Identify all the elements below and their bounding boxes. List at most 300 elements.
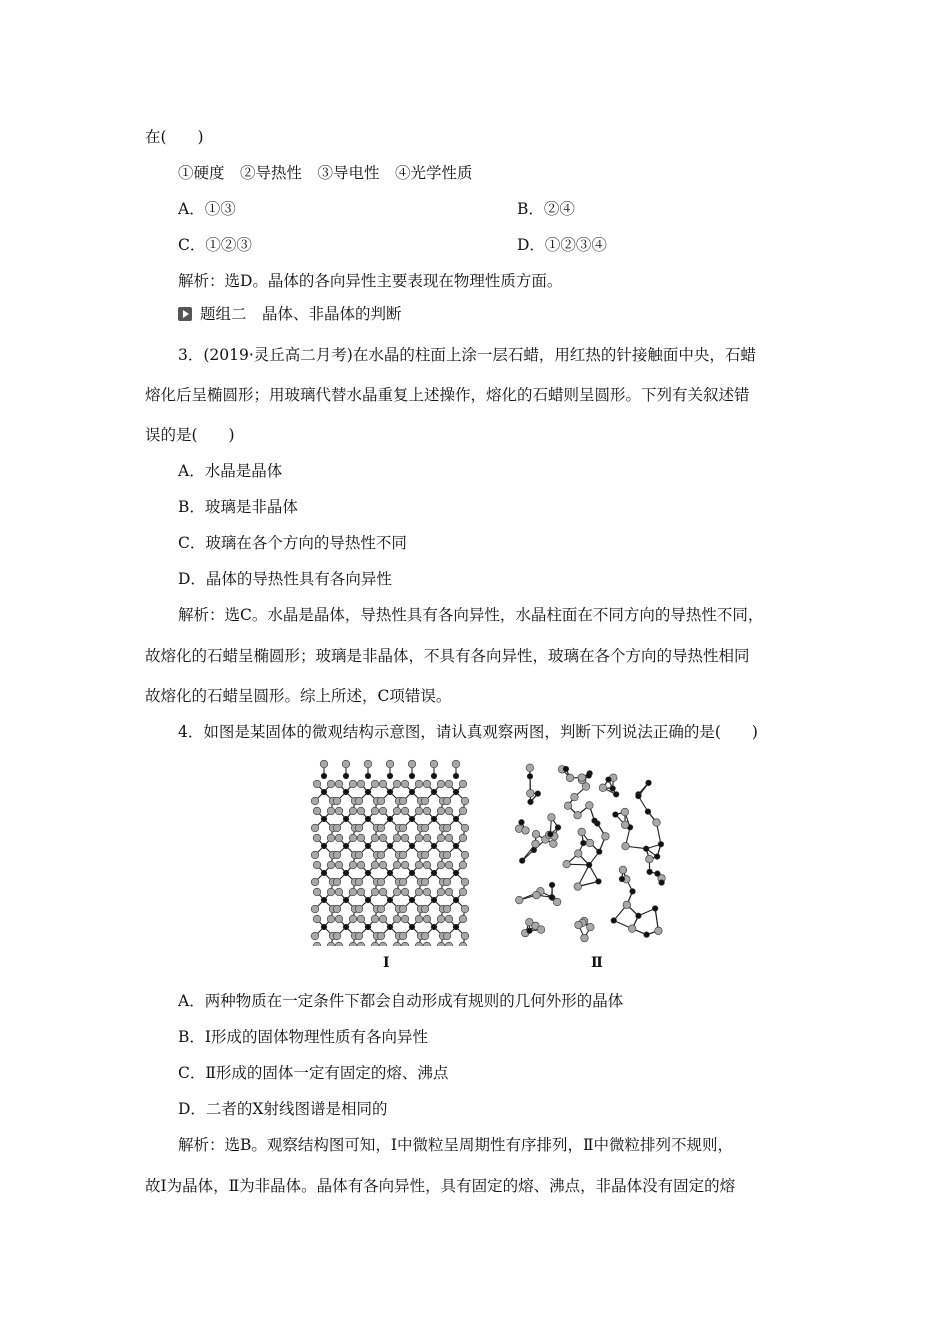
- q3-stem-line-3: 误的是( ): [145, 426, 235, 444]
- gray-atom: [349, 942, 357, 946]
- black-atom: [519, 819, 525, 825]
- gray-atom: [371, 780, 379, 788]
- q2-stem-tail: 在( ): [145, 128, 204, 146]
- gray-atom: [461, 932, 469, 940]
- gray-atom: [333, 932, 341, 940]
- black-atom: [343, 870, 349, 876]
- gray-atom: [333, 797, 341, 805]
- black-atom: [630, 889, 636, 895]
- gray-atom: [399, 851, 407, 859]
- gray-atom: [564, 802, 572, 810]
- gray-atom: [443, 932, 451, 940]
- black-atom: [527, 774, 533, 780]
- black-atom: [644, 932, 650, 938]
- gray-atom: [550, 840, 558, 848]
- q4-option-a: A．两种物质在一定条件下都会自动形成有规则的几何外形的晶体: [178, 992, 624, 1010]
- gray-atom: [526, 764, 534, 772]
- black-atom: [321, 843, 327, 849]
- black-atom: [652, 906, 658, 912]
- gray-atom: [423, 780, 431, 788]
- black-atom: [365, 924, 371, 930]
- black-atom: [431, 773, 437, 779]
- black-atom: [453, 773, 459, 779]
- black-atom: [343, 843, 349, 849]
- gray-atom: [313, 807, 321, 815]
- black-atom: [611, 918, 617, 924]
- gray-atom: [443, 851, 451, 859]
- gray-atom: [445, 861, 453, 869]
- q3-option-b: B．玻璃是非晶体: [178, 498, 298, 516]
- black-atom: [321, 897, 327, 903]
- q3-option-d: D．晶体的导热性具有各向异性: [178, 570, 392, 588]
- gray-atom: [393, 942, 401, 946]
- gray-atom: [423, 834, 431, 842]
- gray-atom: [574, 811, 582, 819]
- gray-atom: [599, 784, 607, 792]
- gray-atom: [355, 878, 363, 886]
- gray-atom: [386, 760, 394, 768]
- gray-atom: [443, 797, 451, 805]
- black-atom: [431, 816, 437, 822]
- gray-atom: [421, 905, 429, 913]
- gray-atom: [335, 807, 343, 815]
- gray-atom: [452, 760, 460, 768]
- gray-atom: [320, 760, 328, 768]
- black-atom: [387, 789, 393, 795]
- black-atom: [387, 773, 393, 779]
- gray-atom: [335, 942, 343, 946]
- gray-atom: [355, 905, 363, 913]
- gray-atom: [335, 861, 343, 869]
- black-atom: [645, 809, 651, 815]
- black-atom: [431, 897, 437, 903]
- gray-atom: [371, 888, 379, 896]
- black-atom: [431, 924, 437, 930]
- gray-atom: [393, 915, 401, 923]
- q4-option-c: C．Ⅱ形成的固体一定有固定的熔、沸点: [178, 1064, 449, 1082]
- black-atom: [321, 773, 327, 779]
- gray-atom: [415, 807, 423, 815]
- gray-atom: [445, 942, 453, 946]
- gray-atom: [421, 797, 429, 805]
- gray-atom: [423, 942, 431, 946]
- gray-atom: [421, 878, 429, 886]
- gray-atom: [587, 923, 595, 931]
- gray-atom: [349, 834, 357, 842]
- gray-atom: [333, 878, 341, 886]
- black-atom: [528, 799, 534, 805]
- gray-atom: [445, 834, 453, 842]
- black-atom: [387, 843, 393, 849]
- black-atom: [596, 849, 602, 855]
- gray-atom: [548, 813, 556, 821]
- black-atom: [409, 789, 415, 795]
- gray-atom: [574, 850, 582, 858]
- black-atom: [365, 789, 371, 795]
- black-atom: [409, 897, 415, 903]
- black-atom: [613, 792, 619, 798]
- gray-atom: [399, 797, 407, 805]
- gray-atom: [445, 807, 453, 815]
- group2-heading: [178, 303, 402, 325]
- black-atom: [535, 791, 541, 797]
- black-atom: [610, 786, 616, 792]
- gray-atom: [623, 901, 631, 909]
- gray-atom: [357, 888, 365, 896]
- gray-atom: [578, 828, 586, 836]
- gray-atom: [586, 802, 594, 810]
- gray-atom: [461, 824, 469, 832]
- gray-atom: [445, 780, 453, 788]
- q4-option-d: D．二者的X射线图谱是相同的: [178, 1100, 388, 1118]
- q3-stem-line-2: 熔化后呈椭圆形；用玻璃代替水晶重复上述操作，熔化的石蜡则呈圆形。下列有关叙述错: [145, 386, 750, 404]
- gray-atom: [437, 915, 445, 923]
- black-atom: [654, 854, 660, 860]
- black-atom: [431, 843, 437, 849]
- gray-atom: [399, 824, 407, 832]
- black-atom: [453, 816, 459, 822]
- gray-atom: [527, 790, 535, 798]
- black-atom: [636, 793, 642, 799]
- gray-atom: [393, 780, 401, 788]
- black-atom: [387, 897, 393, 903]
- gray-atom: [355, 797, 363, 805]
- gray-atom: [602, 833, 610, 841]
- play-icon: [178, 307, 192, 321]
- gray-atom: [581, 934, 589, 942]
- gray-atom: [586, 839, 594, 847]
- gray-atom: [574, 883, 582, 891]
- gray-atom: [621, 808, 629, 816]
- gray-atom: [355, 824, 363, 832]
- crystal-structure-figure: [310, 756, 470, 946]
- gray-atom: [415, 942, 423, 946]
- black-atom: [549, 882, 555, 888]
- black-atom: [655, 871, 661, 877]
- black-atom: [343, 897, 349, 903]
- black-atom: [519, 858, 525, 864]
- gray-atom: [357, 942, 365, 946]
- gray-atom: [335, 888, 343, 896]
- gray-atom: [393, 834, 401, 842]
- black-atom: [659, 880, 665, 886]
- gray-atom: [349, 807, 357, 815]
- gray-atom: [364, 760, 372, 768]
- gray-atom: [349, 888, 357, 896]
- gray-atom: [401, 942, 409, 946]
- gray-atom: [582, 783, 590, 791]
- gray-atom: [443, 905, 451, 913]
- gray-atom: [371, 834, 379, 842]
- gray-atom: [443, 878, 451, 886]
- black-atom: [387, 924, 393, 930]
- gray-atom: [437, 942, 445, 946]
- q2-option-c: C．①②③: [178, 236, 252, 254]
- gray-atom: [401, 888, 409, 896]
- gray-atom: [653, 819, 661, 827]
- gray-atom: [377, 797, 385, 805]
- gray-atom: [532, 830, 540, 838]
- black-atom: [409, 816, 415, 822]
- gray-atom: [459, 861, 467, 869]
- gray-atom: [401, 861, 409, 869]
- q4-analysis-line-2: 故Ⅰ为晶体，Ⅱ为非晶体。晶体有各向异性，具有固定的熔、沸点，非晶体没有固定的熔: [145, 1177, 736, 1195]
- black-atom: [431, 870, 437, 876]
- gray-atom: [313, 861, 321, 869]
- q2-option-b: B．②④: [517, 200, 575, 218]
- black-atom: [606, 777, 612, 783]
- gray-atom: [566, 774, 574, 782]
- gray-atom: [401, 834, 409, 842]
- gray-atom: [327, 888, 335, 896]
- gray-atom: [371, 807, 379, 815]
- gray-atom: [459, 942, 467, 946]
- q3-stem-line-1: 3．(2019·灵丘高二月考)在水晶的柱面上涂一层石蜡，用红热的针接触面中央，石蜡: [178, 346, 756, 364]
- black-atom: [365, 870, 371, 876]
- q3-analysis-line-2: 故熔化的石蜡呈椭圆形；玻璃是非晶体，不具有各向异性，玻璃在各个方向的导热性相同: [145, 647, 750, 665]
- q4-stem: 4．如图是某固体的微观结构示意图，请认真观察两图，判断下列说法正确的是( ): [178, 723, 758, 741]
- gray-atom: [379, 780, 387, 788]
- gray-atom: [357, 807, 365, 815]
- black-atom: [647, 869, 653, 875]
- amorphous-structure-figure: [508, 756, 673, 951]
- black-atom: [343, 773, 349, 779]
- gray-atom: [423, 915, 431, 923]
- black-atom: [636, 913, 642, 919]
- gray-atom: [357, 834, 365, 842]
- gray-atom: [327, 942, 335, 946]
- black-atom: [619, 876, 625, 882]
- black-atom: [365, 897, 371, 903]
- gray-atom: [371, 942, 379, 946]
- black-atom: [409, 870, 415, 876]
- black-atom: [581, 840, 587, 846]
- gray-atom: [379, 942, 387, 946]
- black-atom: [321, 789, 327, 795]
- gray-atom: [646, 855, 654, 863]
- gray-atom: [377, 824, 385, 832]
- gray-atom: [393, 861, 401, 869]
- gray-atom: [421, 851, 429, 859]
- gray-atom: [415, 834, 423, 842]
- gray-atom: [655, 927, 663, 935]
- gray-atom: [355, 851, 363, 859]
- q3-option-a: A．水晶是晶体: [178, 462, 283, 480]
- gray-atom: [379, 888, 387, 896]
- gray-atom: [401, 915, 409, 923]
- gray-atom: [437, 888, 445, 896]
- q3-analysis-line-1: 解析：选C。水晶是晶体，导热性具有各向异性，水晶柱面在不同方向的导热性不同，: [178, 606, 764, 624]
- black-atom: [409, 843, 415, 849]
- q2-properties: ①硬度 ②导热性 ③导电性 ④光学性质: [178, 164, 473, 182]
- black-atom: [453, 843, 459, 849]
- black-atom: [596, 879, 602, 885]
- black-atom: [365, 843, 371, 849]
- gray-atom: [393, 807, 401, 815]
- gray-atom: [355, 932, 363, 940]
- black-atom: [387, 816, 393, 822]
- gray-atom: [349, 915, 357, 923]
- gray-atom: [311, 851, 319, 859]
- black-atom: [531, 847, 537, 853]
- gray-atom: [311, 905, 319, 913]
- q2-analysis: 解析：选D。晶体的各向异性主要表现在物理性质方面。: [178, 272, 563, 290]
- black-atom: [646, 780, 652, 786]
- black-atom: [555, 825, 561, 831]
- gray-atom: [327, 807, 335, 815]
- gray-atom: [408, 760, 416, 768]
- gray-atom: [445, 888, 453, 896]
- gray-atom: [443, 824, 451, 832]
- black-atom: [643, 846, 649, 852]
- gray-atom: [349, 780, 357, 788]
- gray-atom: [327, 834, 335, 842]
- gray-atom: [459, 807, 467, 815]
- black-atom: [592, 818, 598, 824]
- gray-atom: [437, 834, 445, 842]
- gray-atom: [399, 932, 407, 940]
- gray-atom: [377, 878, 385, 886]
- gray-atom: [575, 921, 583, 929]
- gray-atom: [379, 915, 387, 923]
- gray-atom: [401, 807, 409, 815]
- black-atom: [658, 841, 664, 847]
- gray-atom: [327, 780, 335, 788]
- gray-atom: [379, 807, 387, 815]
- gray-atom: [430, 760, 438, 768]
- q3-analysis-line-3: 故熔化的石蜡呈圆形。综上所述，C项错误。: [145, 687, 452, 705]
- figure-label-2: Ⅱ: [591, 955, 603, 971]
- gray-atom: [621, 821, 629, 829]
- gray-atom: [522, 827, 530, 835]
- black-atom: [321, 816, 327, 822]
- gray-atom: [335, 834, 343, 842]
- gray-atom: [311, 797, 319, 805]
- black-atom: [453, 870, 459, 876]
- black-atom: [409, 773, 415, 779]
- black-atom: [613, 812, 619, 818]
- gray-atom: [335, 915, 343, 923]
- gray-atom: [459, 834, 467, 842]
- gray-atom: [311, 824, 319, 832]
- gray-atom: [437, 807, 445, 815]
- gray-atom: [401, 780, 409, 788]
- gray-atom: [445, 915, 453, 923]
- gray-atom: [357, 780, 365, 788]
- gray-atom: [415, 915, 423, 923]
- gray-atom: [563, 860, 571, 868]
- gray-atom: [371, 861, 379, 869]
- gray-atom: [311, 878, 319, 886]
- gray-atom: [377, 905, 385, 913]
- gray-atom: [311, 932, 319, 940]
- gray-atom: [532, 840, 540, 848]
- gray-atom: [571, 793, 579, 801]
- gray-atom: [393, 888, 401, 896]
- gray-atom: [327, 861, 335, 869]
- black-atom: [549, 894, 555, 900]
- gray-atom: [357, 861, 365, 869]
- black-atom: [563, 766, 569, 772]
- gray-atom: [313, 942, 321, 946]
- black-atom: [453, 924, 459, 930]
- gray-atom: [578, 774, 586, 782]
- black-atom: [586, 773, 592, 779]
- gray-atom: [437, 780, 445, 788]
- black-atom: [453, 897, 459, 903]
- black-atom: [387, 870, 393, 876]
- gray-atom: [399, 878, 407, 886]
- gray-atom: [313, 915, 321, 923]
- gray-atom: [459, 915, 467, 923]
- gray-atom: [377, 932, 385, 940]
- gray-atom: [371, 915, 379, 923]
- gray-atom: [461, 797, 469, 805]
- black-atom: [548, 831, 554, 837]
- gray-atom: [421, 824, 429, 832]
- black-atom: [343, 789, 349, 795]
- gray-atom: [335, 780, 343, 788]
- gray-atom: [461, 878, 469, 886]
- figure-label-1: Ⅰ: [383, 955, 390, 971]
- gray-atom: [333, 905, 341, 913]
- black-atom: [365, 816, 371, 822]
- gray-atom: [349, 861, 357, 869]
- gray-atom: [461, 905, 469, 913]
- gray-atom: [327, 915, 335, 923]
- gray-atom: [515, 896, 523, 904]
- gray-atom: [342, 760, 350, 768]
- gray-atom: [533, 891, 541, 899]
- gray-atom: [437, 861, 445, 869]
- gray-atom: [415, 888, 423, 896]
- gray-atom: [313, 888, 321, 896]
- gray-atom: [399, 905, 407, 913]
- gray-atom: [421, 932, 429, 940]
- gray-atom: [379, 861, 387, 869]
- gray-atom: [415, 780, 423, 788]
- q4-option-b: B．Ⅰ形成的固体物理性质有各向异性: [178, 1028, 429, 1046]
- q2-option-a: A．①③: [178, 200, 236, 218]
- gray-atom: [357, 915, 365, 923]
- group2-title: 题组二 晶体、非晶体的判断: [200, 305, 402, 323]
- gray-atom: [628, 925, 636, 933]
- gray-atom: [423, 807, 431, 815]
- black-atom: [586, 862, 592, 868]
- black-atom: [343, 816, 349, 822]
- gray-atom: [553, 898, 561, 906]
- gray-atom: [313, 834, 321, 842]
- gray-atom: [461, 851, 469, 859]
- black-atom: [527, 928, 533, 934]
- gray-atom: [333, 824, 341, 832]
- black-atom: [321, 870, 327, 876]
- gray-atom: [333, 851, 341, 859]
- black-atom: [343, 924, 349, 930]
- gray-atom: [423, 861, 431, 869]
- black-atom: [453, 789, 459, 795]
- q4-analysis-line-1: 解析：选B。观察结构图可知，Ⅰ中微粒呈周期性有序排列，Ⅱ中微粒排列不规则，: [178, 1136, 734, 1154]
- gray-atom: [423, 888, 431, 896]
- gray-atom: [619, 866, 627, 874]
- gray-atom: [622, 842, 630, 850]
- q2-option-d: D．①②③④: [517, 236, 607, 254]
- black-atom: [409, 924, 415, 930]
- gray-atom: [459, 780, 467, 788]
- gray-atom: [459, 888, 467, 896]
- black-atom: [431, 789, 437, 795]
- black-atom: [321, 924, 327, 930]
